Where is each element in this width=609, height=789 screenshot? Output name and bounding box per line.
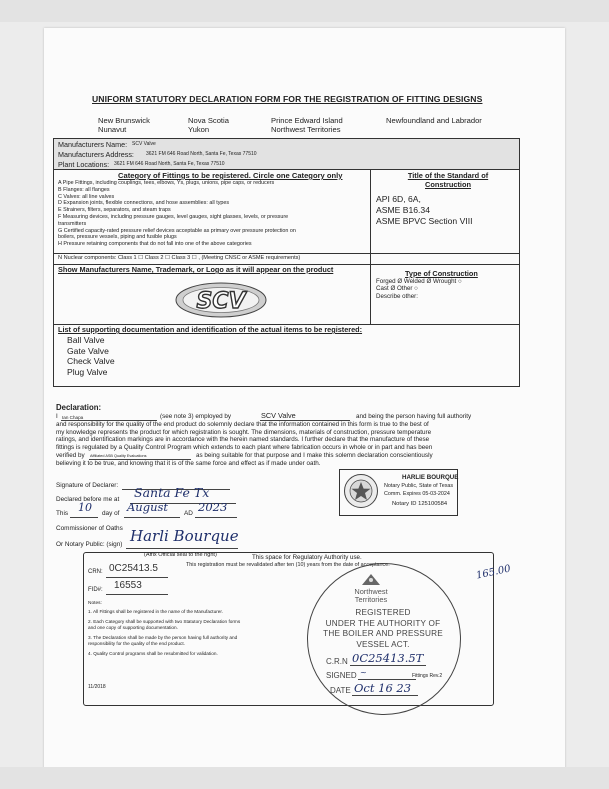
declaration-line-4: ratings, and identification markings are in accordance with the herein named standards. I further declare that the manufacture of these xyxy=(56,436,430,444)
construction-line-1: Forged Ø Welded Ø Wrought ○ xyxy=(376,278,462,285)
item-check-valve: Check Valve xyxy=(67,356,115,367)
seal-region xyxy=(346,588,396,605)
manufacturer-address-value: 3621 FM 646 Road North, Santa Fe, Texas 77510 xyxy=(146,151,257,157)
seal-signature: ~ xyxy=(360,668,367,677)
province-newfoundland: Newfoundland and Labrador xyxy=(386,116,482,125)
standard-list xyxy=(376,194,472,227)
fid-label: FID#: xyxy=(88,587,103,593)
province-nova-scotia: Nova Scotia xyxy=(188,116,229,125)
category-item-g: G Certified capacity-rated pressure relief devices acceptable as primary over pressure protection on xyxy=(58,227,296,234)
scv-logo-icon xyxy=(175,282,267,318)
category-item-h: H Pressure retaining components that do not fall into one of the above categories xyxy=(58,241,252,248)
nuclear-components: N Nuclear components: Class 1 ☐ Class 2 ☐ Class 3 ☐ , (Meeting CNSC or ASME requirements) xyxy=(58,255,301,261)
category-item-d: D Expansion joints, flexible connections, and hose assemblies: all types xyxy=(58,200,230,207)
employed-by-text: (see note 3) employed by xyxy=(160,413,232,420)
notary-signature: Harli Bourque xyxy=(130,527,239,545)
registration-seal xyxy=(307,563,461,715)
declaration-i: I xyxy=(56,413,58,420)
authority-text: and being the person having full authority xyxy=(356,413,472,420)
seal-boiler: THE BOILER AND PRESSURE xyxy=(323,629,443,639)
crn-value: 0C25413.5 xyxy=(109,563,158,574)
ad-label: AD xyxy=(184,510,193,517)
registration-table xyxy=(53,138,520,387)
notary-seal-icon xyxy=(343,473,379,509)
declared-location: Santa Fe Tx xyxy=(134,485,210,500)
documentation-heading: List of supporting documentation and identification of the actual items to be registered: xyxy=(58,325,363,334)
revalidate-text: This registration must be revalidated after ten (10) years from the date of acceptance. xyxy=(186,562,390,568)
standard-asme-bpvc: ASME BPVC Section VIII xyxy=(376,216,473,226)
documentation-list xyxy=(67,335,115,377)
province-nunavut: Nunavut xyxy=(98,125,127,134)
seal-text xyxy=(310,608,456,650)
notary-stamp-line-3: Comm. Expires 05-03-2024 xyxy=(384,491,450,497)
affix-seal-label: (Affix Official seal to the right) xyxy=(144,552,217,558)
notary-label: Or Notary Public: (sign) xyxy=(56,541,123,548)
declaration-line-2: and responsibility for the quality of the end product do solemnly declare that the information contained in this form is true to the best of xyxy=(56,421,429,428)
declaration-line-1 xyxy=(56,413,526,421)
day-value: 10 xyxy=(78,501,92,514)
bottom-scan-band xyxy=(0,767,609,789)
declaration-body xyxy=(56,413,526,468)
show-vdivider xyxy=(370,264,371,324)
construction-options xyxy=(376,278,462,300)
seal-registered: REGISTERED xyxy=(355,608,411,617)
show-heading: Show Manufacturers Name, Trademark, or Logo as it will appear on the product xyxy=(58,265,334,274)
declaration-line-5: fittings is regulated by a Quality Control Program which extends to each plant where fabrication occurs in whole or in part and has been xyxy=(56,444,433,452)
construction-heading: Type of Construction xyxy=(405,269,478,278)
this-label: This xyxy=(56,510,69,517)
item-ball-valve: Ball Valve xyxy=(67,335,105,345)
fee-note: 165.00 xyxy=(475,563,512,582)
plant-locations-value: 3621 FM 646 Road North, Santa Fe, Texas 77510 xyxy=(114,161,225,167)
scv-logo-text: SCV xyxy=(196,289,246,314)
manufacturer-address-label: Manufacturers Address: xyxy=(58,150,134,159)
day-of-label: day of xyxy=(102,510,120,517)
category-item-f2: transmitters xyxy=(58,220,87,227)
declaration-line-3: my knowledge represents the product for which registration is sought. The dimensions, materials of construction, pressure temperature xyxy=(56,428,432,436)
declaration-line-7: believing it to be true, and knowing that it is of the same force and effect as if made under oath. xyxy=(56,459,321,467)
authority-use-label: This space for Regulatory Authority use. xyxy=(252,554,362,561)
employer-name: SCV Valve xyxy=(261,411,296,420)
province-pei: Prince Edward Island xyxy=(271,116,343,125)
signature-label: Signature of Declarer: xyxy=(56,482,119,489)
seal-signed-label: SIGNED xyxy=(326,671,357,680)
form-title: UNIFORM STATUTORY DECLARATION FORM FOR THE REGISTRATION OF FITTING DESIGNS xyxy=(92,94,483,104)
verified-by-org: Affiliated ASB Quality Evaluations xyxy=(90,453,147,458)
notes-label: Notes: xyxy=(88,601,102,606)
year-value: 2023 xyxy=(198,500,228,514)
seal-region-line-1: Northwest xyxy=(354,587,388,596)
seal-date-label: DATE xyxy=(330,686,351,695)
province-col-1 xyxy=(98,116,150,134)
construction-line-2: Cast Ø Other ○ xyxy=(376,285,418,293)
province-yukon: Yukon xyxy=(188,125,210,134)
category-divider xyxy=(370,170,371,264)
seal-form-ref: Fittings Rev.2 xyxy=(412,673,443,679)
category-item-g2: boilers, pressure vessels, piping and fusible plugs xyxy=(58,234,177,241)
nuclear-divider xyxy=(54,253,519,254)
category-item-f: F Measuring devices, including pressure gauges, level gauges, sight glasses, levels, or pressure xyxy=(58,213,289,220)
seal-crn-value: 0C25413.5T xyxy=(352,651,424,665)
notes-list xyxy=(88,609,240,658)
province-col-2 xyxy=(188,116,229,134)
month-value: August xyxy=(127,500,169,514)
province-col-4 xyxy=(386,116,482,125)
manufacturer-name-label: Manufacturers Name: xyxy=(58,140,128,149)
category-item-e: E Strainers, filters, separators, and steam traps xyxy=(58,207,171,214)
standard-asme-b16: ASME B16.34 xyxy=(376,205,430,215)
category-item-a: A Pipe Fittings, including couplings, tees, elbows, Ys, plugs, unions, pipe caps, or reducers xyxy=(58,180,275,186)
commissioner-label: Commissioner of Oaths xyxy=(56,525,123,532)
note-4: 4. Quality Control programs shall be resubmitted for validation. xyxy=(88,650,218,656)
note-3: 3. The Declaration shall be made by the person having full authority and xyxy=(88,634,238,640)
notary-stamp-line-4: Notary ID 125100584 xyxy=(392,501,448,507)
scv-logo xyxy=(175,282,267,318)
verified-by-rest: as being suitable for that purpose and I make this solemn declaration conscientiously xyxy=(196,451,433,459)
seal-date-value: Oct 16 23 xyxy=(354,681,412,695)
item-gate-valve: Gate Valve xyxy=(67,345,109,356)
declared-before-label: Declared before me at xyxy=(56,496,120,503)
form-date-code: 11/2018 xyxy=(88,684,106,690)
construction-line-3: Describe other: xyxy=(376,292,418,300)
note-1: 1. All Fittings shall be registered in the name of the Manufacturer. xyxy=(88,609,223,614)
plant-locations-label: Plant Locations: xyxy=(58,160,110,169)
seal-crn-label: C.R.N xyxy=(326,657,348,666)
seal-authority: UNDER THE AUTHORITY OF xyxy=(325,618,441,628)
category-heading: Category of Fittings to be registered. Circle one Category only xyxy=(118,171,343,180)
category-item-b: B Flanges: all flanges xyxy=(58,186,110,193)
seal-vessel-act: VESSEL ACT. xyxy=(356,639,410,649)
note-2b: and one copy of supporting documentation. xyxy=(88,625,178,631)
notary-name: HARLIE BOURQUE xyxy=(402,474,459,481)
verified-by-label: verified by xyxy=(56,451,85,459)
standard-heading: Title of the Standard of Construction xyxy=(407,171,489,189)
declaration-heading: Declaration: xyxy=(56,403,102,412)
item-plug-valve: Plug Valve xyxy=(67,366,108,377)
province-col-3 xyxy=(271,116,343,134)
notary-stamp-line-2: Notary Public, State of Texas xyxy=(384,483,454,489)
plant-locations-row xyxy=(54,159,519,170)
fid-value: 16553 xyxy=(114,580,142,591)
nwt-emblem-icon xyxy=(360,572,382,586)
declaration-line-6 xyxy=(56,452,526,460)
note-2: 2. Each Category shall be supported with two Statutory Declaration forms xyxy=(88,618,241,624)
seal-region-line-2: Territories xyxy=(354,595,388,605)
manufacturer-name-value: SCV Valve xyxy=(132,141,156,147)
province-nwt: Northwest Territories xyxy=(271,125,341,134)
standard-api: API 6D, 6A, xyxy=(376,194,421,204)
category-list xyxy=(58,180,296,248)
top-scan-band xyxy=(0,0,609,22)
province-new-brunswick: New Brunswick xyxy=(98,116,150,125)
note-3b: responsibility for the quality of the end product. xyxy=(88,641,185,647)
declarer-name: Ian Chapa xyxy=(62,415,84,420)
category-item-c: C Valves: all line valves xyxy=(58,193,115,200)
notary-stamp xyxy=(339,469,458,516)
crn-label: CRN: xyxy=(88,569,103,575)
